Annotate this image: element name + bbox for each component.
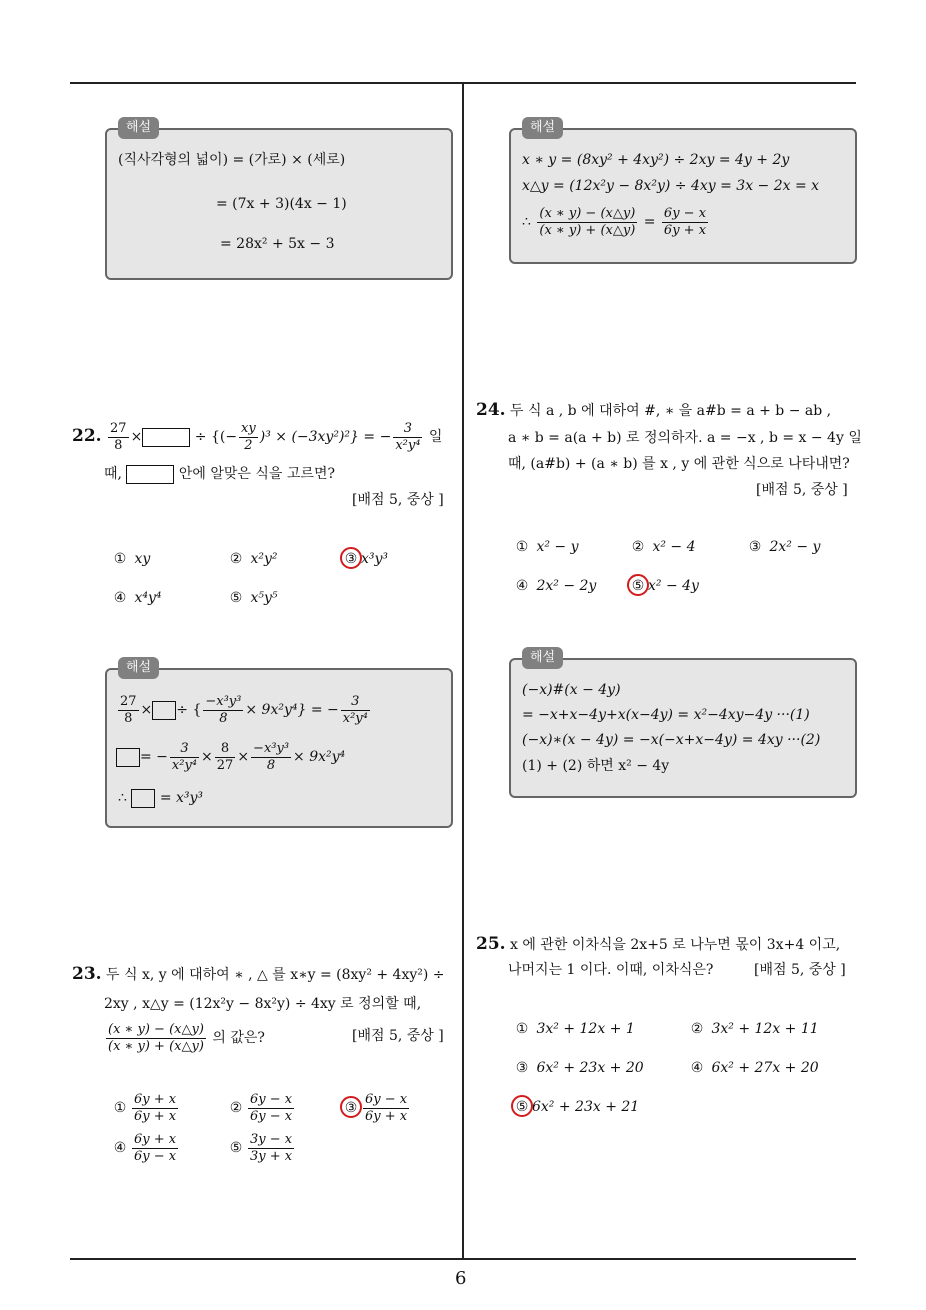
sol24-line2: = −x+x−4y+x(x−4y) = x²−4xy−4y ···(1) xyxy=(522,707,810,723)
q24-number: 24. xyxy=(476,400,506,420)
sol23-line3: ∴ $\frac{(x ∗ y) - (x\triangle y)}{(x ∗ y) + (x\triangle y)}$ = $\frac{6y - x}{6y + x}$ xyxy=(522,205,707,238)
q24-score: [배점 5, 중상 ] xyxy=(756,482,848,498)
q24-line1: 24. 두 식 a , b 에 대하여 #, ∗ 을 a#b = a + b − ab , xyxy=(476,400,832,420)
q24-choice-5[interactable]: ⑤ x² − 4y xyxy=(631,578,699,594)
sol22-line1: $\frac{27}{8}$ × ÷ { $\frac{\text{−x³y³}}{8}$ × 9x²y⁴} = − $\frac{3}{\text{x²y⁴}}$ xyxy=(120,693,368,726)
q25-choice-3[interactable]: ③ 6x² + 23x + 20 xyxy=(515,1060,644,1076)
q22-score: [배점 5, 중상 ] xyxy=(352,492,444,508)
q23-number: 23. xyxy=(72,964,102,984)
q25-choice-4[interactable]: ④ 6x² + 27x + 20 xyxy=(690,1060,819,1076)
solution-box-23 xyxy=(509,128,857,264)
q23-choice-2[interactable]: ② $\frac{6y - x}{6y - x}$ xyxy=(229,1091,293,1124)
q24-line2: a ∗ b = a(a + b) 로 정의하자. a = −x , b = x − 4y 일 xyxy=(508,430,862,446)
sol23-line1: x ∗ y = (8xy² + 4xy²) ÷ 2xy = 4y + 2y xyxy=(522,152,790,168)
page-number: 6 xyxy=(455,1268,467,1289)
q23-line2: 2xy , x△y = (12x²y − 8x²y) ÷ 4xy 로 정의할 때, xyxy=(104,996,422,1012)
q23-line3: $\frac{(x ∗ y) - (x\triangle y)}{(x ∗ y) + (x\triangle y)}$ 의 값은? xyxy=(108,1021,265,1054)
q22-choice-2[interactable]: ② x²y² xyxy=(229,551,278,567)
sol21-line2: = (7x + 3)(4x − 1) xyxy=(216,196,347,212)
q24-choice-3[interactable]: ③ 2x² − y xyxy=(748,539,821,555)
sol21-line1: (직사각형의 넓이) = (가로) × (세로) xyxy=(118,152,346,168)
sol21-line3: = 28x² + 5x − 3 xyxy=(220,236,335,252)
sol22-blank-box-1 xyxy=(152,701,176,720)
sol24-line4: (1) + (2) 하면 x² − 4y xyxy=(522,758,670,774)
q23-score: [배점 5, 중상 ] xyxy=(352,1028,444,1044)
q22-choice-1[interactable]: ① xy xyxy=(113,551,151,567)
q23-choice-5[interactable]: ⑤ $\frac{3y - x}{3y + x}$ xyxy=(229,1131,293,1164)
q24-choice-1[interactable]: ① x² − y xyxy=(515,539,579,555)
q24-choice-2[interactable]: ② x² − 4 xyxy=(631,539,696,555)
q25-choice-5[interactable]: ⑤ 6x² + 23x + 21 xyxy=(515,1099,640,1115)
q25-line1: 25. x 에 관한 이차식을 2x+5 로 나누면 몫이 3x+4 이고, xyxy=(476,934,841,954)
q22-choice-5[interactable]: ⑤ x⁵y⁵ xyxy=(229,590,278,606)
q22-line1: 22. $\frac{27}{8}$ × ÷ {(− $\frac{xy}{2}$ )³ × (−3xy²)²} = − $\frac{3}{\text{x²y⁴}}$ 일 xyxy=(72,420,443,453)
q23-choice-1[interactable]: ① $\frac{6y + x}{6y + x}$ xyxy=(113,1091,177,1124)
solution-box-24 xyxy=(509,658,857,798)
q22-frac3: $\frac{3}{\text{x²y⁴}}$ xyxy=(395,420,421,453)
sol22-blank-box-3 xyxy=(131,789,155,808)
q23-line1: 23. 두 식 x, y 에 대하여 ∗ , △ 를 x∗y = (8xy² + 4xy²) ÷ xyxy=(72,964,445,984)
solution-label: 해설 xyxy=(118,657,159,679)
answer-circle-q23 xyxy=(340,1096,362,1118)
q22-blank-box-2 xyxy=(126,465,174,484)
sol22-line2: = − $\frac{3}{\text{x²y⁴}}$ × $\frac{8}{27}$ × $\frac{\text{−x³y³}}{8}$ × 9x²y⁴ xyxy=(116,737,345,777)
q22-line2: 때, 안에 알맞은 식을 고르면? xyxy=(104,466,335,482)
q25-choice-2[interactable]: ② 3x² + 12x + 11 xyxy=(690,1021,819,1037)
sol24-line3: (−x)∗(x − 4y) = −x(−x+x−4y) = 4xy ···(2) xyxy=(522,732,821,748)
answer-circle-q24 xyxy=(627,574,649,596)
solution-label: 해설 xyxy=(522,647,563,669)
q22-number: 22. xyxy=(72,426,102,446)
column-divider xyxy=(462,84,464,1260)
solution-label: 해설 xyxy=(118,117,159,139)
sol23-line2: x△y = (12x²y − 8x²y) ÷ 4xy = 3x − 2x = x xyxy=(522,178,820,194)
q22-frac1: $\frac{27}{8}$ xyxy=(110,420,127,453)
q24-line3: 때, (a#b) + (a ∗ b) 를 x , y 에 관한 식으로 나타내면? xyxy=(508,456,850,472)
q25-choice-1[interactable]: ① 3x² + 12x + 1 xyxy=(515,1021,635,1037)
bottom-rule xyxy=(70,1258,856,1260)
q22-choice-3[interactable]: ③ x³y³ xyxy=(344,551,389,567)
solution-label: 해설 xyxy=(522,117,563,139)
answer-circle-q22 xyxy=(340,547,362,569)
q22-frac2: $\frac{xy}{2}$ xyxy=(241,420,256,453)
sol22-blank-box-2 xyxy=(116,748,140,767)
q25-score: [배점 5, 중상 ] xyxy=(754,962,846,978)
q23-choice-3[interactable]: ③ $\frac{6y - x}{6y + x}$ xyxy=(344,1091,408,1124)
q25-line2: 나머지는 1 이다. 이때, 이차식은? xyxy=(508,962,714,978)
sol24-line1: (−x)#(x − 4y) xyxy=(522,682,621,698)
answer-circle-q25 xyxy=(511,1095,533,1117)
q22-choice-4[interactable]: ④ x⁴y⁴ xyxy=(113,590,162,606)
q23-choice-4[interactable]: ④ $\frac{6y + x}{6y - x}$ xyxy=(113,1131,177,1164)
q22-blank-box xyxy=(142,428,190,447)
sol22-line3: ∴ = x³y³ xyxy=(118,790,204,806)
q24-choice-4[interactable]: ④ 2x² − 2y xyxy=(515,578,597,594)
q25-number: 25. xyxy=(476,934,506,954)
